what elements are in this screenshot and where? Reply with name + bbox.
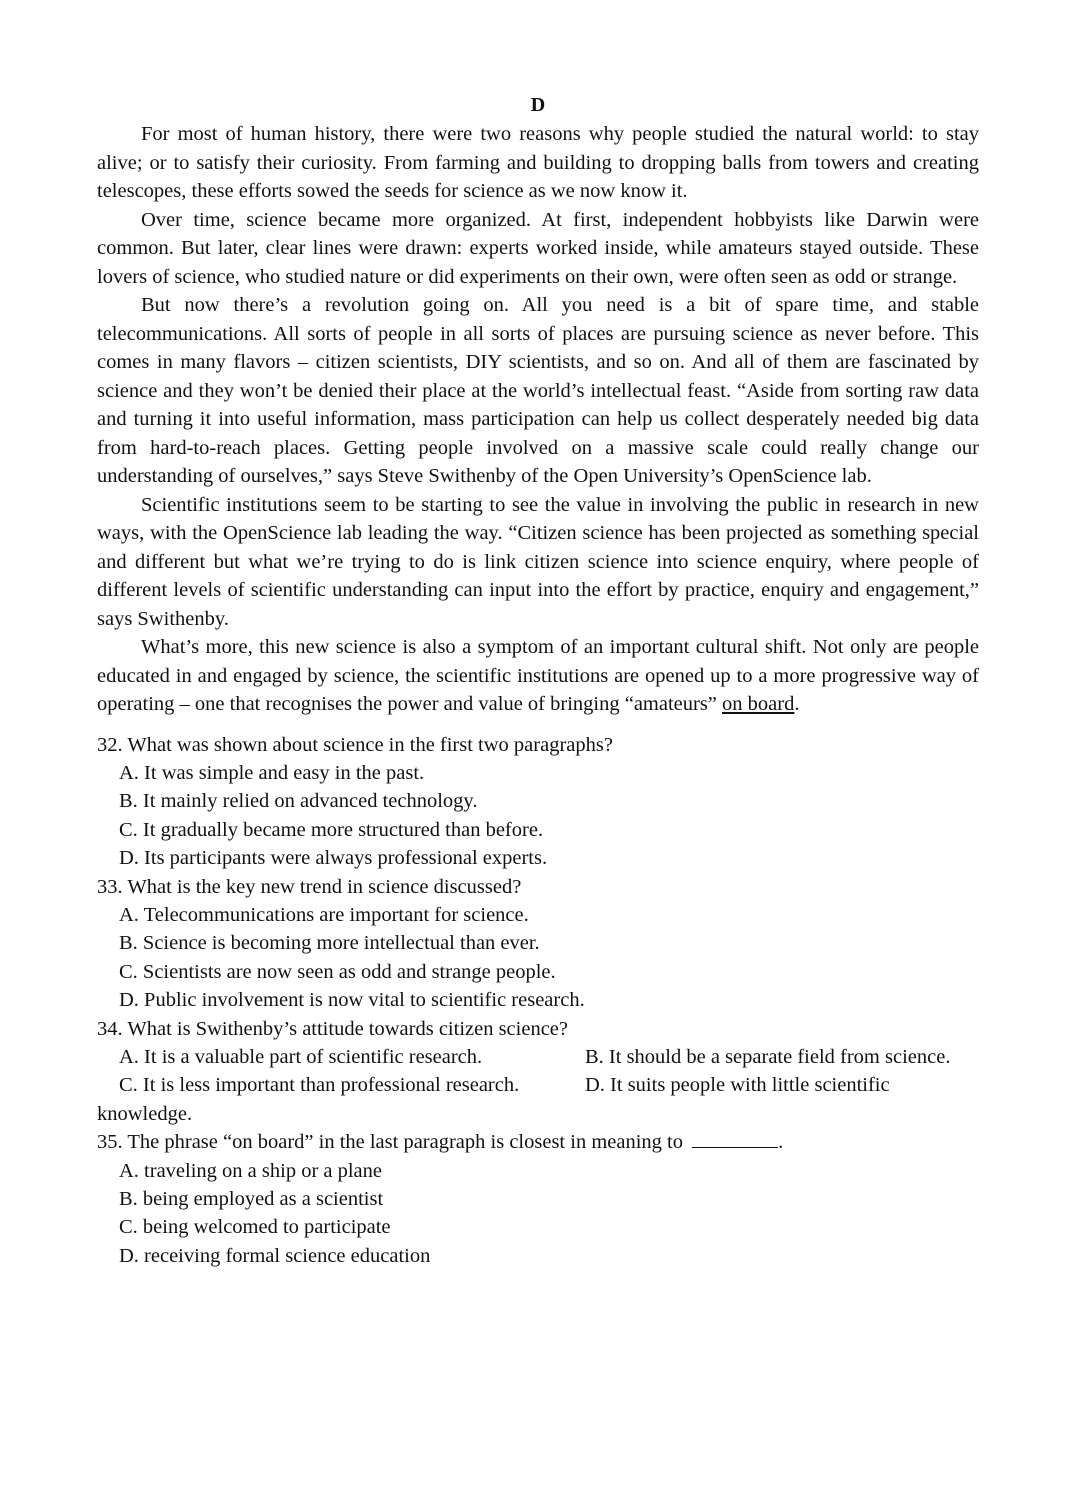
option-c: C. It gradually became more structured than before. [119,818,544,841]
option-d: D. Its participants were always professional experts. [119,847,548,870]
passage-paragraph-4: Scientific institutions seem to be starting to see the value in involving the public in research in new ways, with the OpenScience lab leading the way. “Citizen science has been projected as something special and different but what we’re trying to do is link citizen science into science enquiry, where people of different levels of scientific understanding can input into the effort by practice, enquiry and engagement,” says Swithenby. [97,493,979,630]
option-b: B. It should be a separate field from science. [585,1045,951,1068]
passage-paragraph-5 [97,633,979,719]
question-stem-text: 35. The phrase “on board” in the last paragraph is closest in meaning to [97,1131,683,1154]
question-34 [97,1015,979,1129]
question-35 [97,1128,979,1270]
paragraph-5-end: . [794,693,800,715]
option-a: A. It was simple and easy in the past. [119,761,425,784]
option-a: A. Telecommunications are important for science. [119,903,529,926]
option-d: D. receiving formal science education [119,1244,431,1267]
option-c: C. being welcomed to participate [119,1216,391,1239]
option-a: A. traveling on a ship or a plane [119,1159,383,1182]
exam-page [97,92,979,1270]
option-d: D. Public involvement is now vital to scientific research. [119,989,585,1012]
answer-blank [692,1131,778,1148]
question-list [97,731,979,1271]
option-d-continuation: knowledge. [97,1102,193,1125]
passage-paragraph-1: For most of human history, there were two reasons why people studied the natural world: to stay alive; or to satisfy their curiosity. From farming and building to dropping balls from towers and creating telescopes, these efforts sowed the seeds for science as we now know it. [97,123,979,202]
option-grid [97,1043,979,1100]
option-b: B. It mainly relied on advanced technology. [119,790,478,813]
option-c: C. It is less important than professional research. [119,1074,520,1097]
option-b: B. Science is becoming more intellectual than ever. [119,932,540,955]
question-stem: 34. What is Swithenby’s attitude towards citizen science? [97,1017,568,1040]
question-33 [97,873,979,1015]
option-d: D. It suits people with little scientific [585,1074,890,1097]
paragraph-5-text: What’s more, this new science is also a symptom of an important cultural shift. Not only are people educated in and engaged by science, the scientific institutions are opened up to a more progressive way of operating – one that recognises the power and value of bringing “amateurs” [97,636,979,715]
option-b: B. being employed as a scientist [119,1188,384,1210]
question-stem-end: . [778,1131,784,1154]
question-32 [97,731,979,873]
question-stem [97,1128,979,1156]
option-c: C. Scientists are now seen as odd and strange people. [119,960,556,983]
question-stem: 33. What is the key new trend in science discussed? [97,875,522,898]
passage-paragraph-2: Over time, science became more organized. At first, independent hobbyists like Darwin were common. But later, clear lines were drawn: experts worked inside, while amateurs stayed outside. These lovers of science, who studied nature or did experiments on their own, were often seen as odd or strange. [97,208,979,288]
section-heading: D [530,94,546,116]
option-a: A. It is a valuable part of scientific research. [119,1045,483,1068]
underlined-phrase: on board [722,693,795,715]
reading-passage [97,120,979,719]
passage-paragraph-3: But now there’s a revolution going on. All you need is a bit of spare time, and stable telecommunications. All sorts of people in all sorts of places are pursuing science as never before. This comes in many flavors – citizen scientists, DIY scientists, and so on. And all of them are fascinated by science and they won’t be denied their place at the world’s intellectual feast. “Aside from sorting raw data and turning it into useful information, mass participation can help us collect desperately needed big data from hard-to-reach places. Getting people involved on a massive scale could really change our understanding of ourselves,” says Steve Swithenby of the Open University’s OpenScience lab. [97,294,979,487]
question-stem: 32. What was shown about science in the first two paragraphs? [97,733,613,756]
